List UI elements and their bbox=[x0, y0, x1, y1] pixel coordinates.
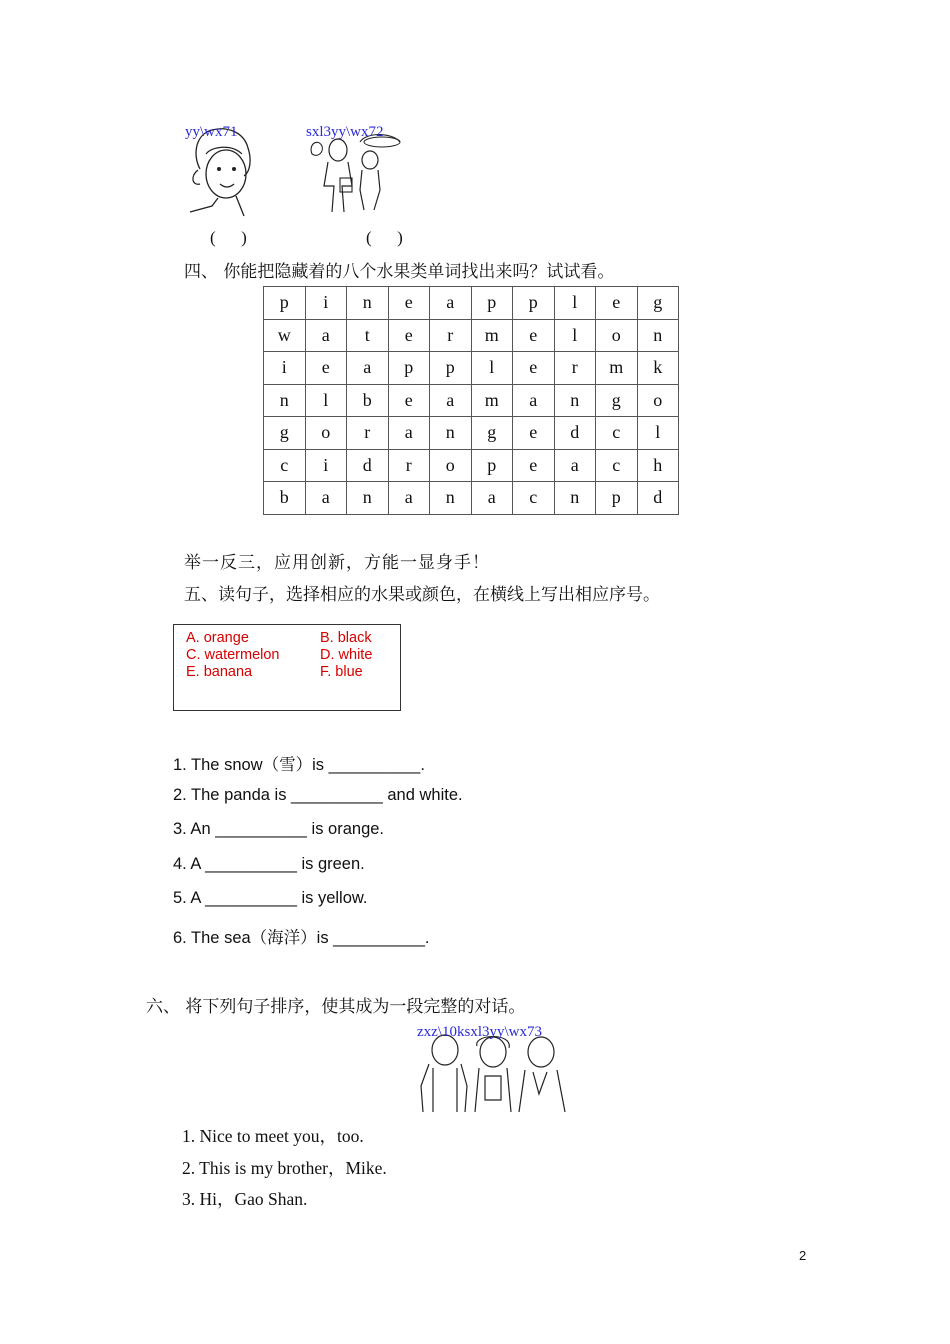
grid-cell: p bbox=[596, 482, 638, 515]
grid-cell: o bbox=[596, 319, 638, 352]
option-c: C. watermelon bbox=[186, 647, 280, 663]
grid-cell: a bbox=[513, 384, 555, 417]
grid-cell: a bbox=[554, 449, 596, 482]
grid-cell: p bbox=[513, 287, 555, 320]
grid-cell: p bbox=[264, 287, 306, 320]
grid-cell: e bbox=[305, 352, 347, 385]
grid-cell: r bbox=[388, 449, 430, 482]
grid-cell: e bbox=[513, 352, 555, 385]
image-label: zxz\10ksxl3yy\wx73 bbox=[417, 1024, 542, 1040]
grid-cell: e bbox=[388, 287, 430, 320]
grid-row bbox=[264, 319, 679, 352]
illustration-girl bbox=[182, 124, 262, 219]
dialogue-line-2: 2. This is my brother，Mike. bbox=[182, 1158, 387, 1178]
grid-cell: a bbox=[471, 482, 513, 515]
grid-cell: a bbox=[430, 384, 472, 417]
grid-cell: d bbox=[554, 417, 596, 450]
grid-cell: c bbox=[513, 482, 555, 515]
grid-cell: a bbox=[388, 482, 430, 515]
option-d: D. white bbox=[320, 647, 373, 663]
word-search-grid bbox=[263, 286, 679, 515]
grid-cell: p bbox=[430, 352, 472, 385]
answer-paren-1: ( ) bbox=[210, 228, 247, 247]
grid-cell: a bbox=[347, 352, 389, 385]
grid-cell: o bbox=[305, 417, 347, 450]
sentence-6: 6. The sea（海洋）is __________. bbox=[173, 929, 430, 947]
grid-cell: o bbox=[430, 449, 472, 482]
grid-cell: e bbox=[513, 417, 555, 450]
motto: 举一反三，应用创新，方能一显身手！ bbox=[184, 553, 490, 573]
dialogue-line-3: 3. Hi，Gao Shan. bbox=[182, 1189, 308, 1209]
grid-row bbox=[264, 417, 679, 450]
grid-cell: c bbox=[596, 449, 638, 482]
grid-cell: d bbox=[637, 482, 679, 515]
grid-cell: l bbox=[305, 384, 347, 417]
grid-cell: m bbox=[471, 384, 513, 417]
grid-cell: n bbox=[637, 319, 679, 352]
grid-cell: m bbox=[471, 319, 513, 352]
grid-cell: r bbox=[554, 352, 596, 385]
grid-cell: t bbox=[347, 319, 389, 352]
grid-cell: b bbox=[264, 482, 306, 515]
grid-cell: n bbox=[347, 287, 389, 320]
dialogue-line-1: 1. Nice to meet you，too. bbox=[182, 1126, 364, 1146]
grid-cell: n bbox=[554, 482, 596, 515]
option-a: A. orange bbox=[186, 630, 249, 646]
grid-cell: e bbox=[596, 287, 638, 320]
grid-row bbox=[264, 384, 679, 417]
grid-cell: e bbox=[388, 384, 430, 417]
grid-cell: e bbox=[388, 319, 430, 352]
sentence-4: 4. A __________ is green. bbox=[173, 855, 365, 873]
grid-cell: g bbox=[637, 287, 679, 320]
grid-row bbox=[264, 352, 679, 385]
grid-cell: g bbox=[264, 417, 306, 450]
grid-cell: p bbox=[388, 352, 430, 385]
sentence-5: 5. A __________ is yellow. bbox=[173, 889, 368, 907]
grid-cell: i bbox=[305, 449, 347, 482]
grid-cell: b bbox=[347, 384, 389, 417]
grid-cell: r bbox=[430, 319, 472, 352]
grid-cell: l bbox=[471, 352, 513, 385]
grid-cell: h bbox=[637, 449, 679, 482]
answer-paren-2: ( ) bbox=[366, 228, 403, 247]
grid-cell: n bbox=[554, 384, 596, 417]
image-label: yy\wx71 bbox=[185, 124, 238, 140]
grid-cell: a bbox=[388, 417, 430, 450]
options-box bbox=[173, 624, 401, 711]
grid-cell: a bbox=[305, 319, 347, 352]
section-5-heading: 五、读句子，选择相应的水果或颜色，在横线上写出相应序号。 bbox=[184, 585, 660, 605]
sentence-2: 2. The panda is __________ and white. bbox=[173, 786, 463, 804]
sentence-3: 3. An __________ is orange. bbox=[173, 820, 385, 838]
sentence-1: 1. The snow（雪）is __________. bbox=[173, 756, 425, 774]
grid-cell: l bbox=[554, 319, 596, 352]
grid-cell: l bbox=[637, 417, 679, 450]
grid-cell: p bbox=[471, 449, 513, 482]
grid-cell: i bbox=[305, 287, 347, 320]
grid-cell: c bbox=[596, 417, 638, 450]
option-f: F. blue bbox=[320, 664, 363, 680]
grid-cell: g bbox=[471, 417, 513, 450]
grid-cell: m bbox=[596, 352, 638, 385]
grid-cell: r bbox=[347, 417, 389, 450]
grid-cell: n bbox=[264, 384, 306, 417]
grid-cell: o bbox=[637, 384, 679, 417]
grid-cell: l bbox=[554, 287, 596, 320]
grid-cell: e bbox=[513, 319, 555, 352]
grid-cell: i bbox=[264, 352, 306, 385]
grid-cell: e bbox=[513, 449, 555, 482]
illustration-children bbox=[415, 1024, 575, 1114]
option-e: E. banana bbox=[186, 664, 253, 680]
grid-row bbox=[264, 449, 679, 482]
grid-row bbox=[264, 482, 679, 515]
illustration-shopping bbox=[304, 124, 404, 216]
grid-cell: g bbox=[596, 384, 638, 417]
grid-cell: n bbox=[430, 417, 472, 450]
section-4-heading: 四、 你能把隐藏着的八个水果类单词找出来吗？试试看。 bbox=[184, 262, 615, 282]
options-list bbox=[186, 630, 372, 681]
grid-cell: p bbox=[471, 287, 513, 320]
grid-cell: k bbox=[637, 352, 679, 385]
grid-cell: n bbox=[430, 482, 472, 515]
page-number: 2 bbox=[799, 1248, 807, 1263]
grid-cell: c bbox=[264, 449, 306, 482]
grid-cell: w bbox=[264, 319, 306, 352]
grid-cell: a bbox=[430, 287, 472, 320]
option-b: B. black bbox=[320, 630, 372, 646]
grid-cell: a bbox=[305, 482, 347, 515]
grid-cell: d bbox=[347, 449, 389, 482]
section-6-heading: 六、 将下列句子排序，使其成为一段完整的对话。 bbox=[146, 997, 526, 1017]
image-label: sxl3yy\wx72 bbox=[306, 124, 384, 140]
grid-cell: n bbox=[347, 482, 389, 515]
grid-row bbox=[264, 287, 679, 320]
